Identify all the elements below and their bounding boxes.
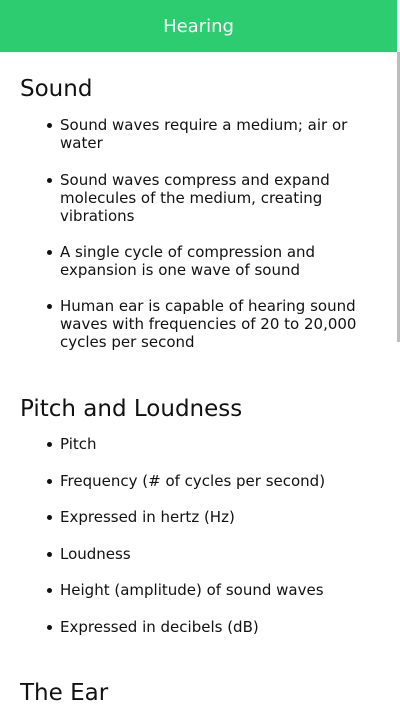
list-item bbox=[60, 297, 365, 351]
bullet-icon bbox=[47, 442, 52, 447]
list-item bbox=[60, 508, 365, 526]
list-item-text: Height (amplitude) of sound waves bbox=[60, 581, 324, 599]
list-item bbox=[60, 472, 365, 490]
list-item-text: Pitch bbox=[60, 435, 97, 453]
list-item bbox=[60, 581, 365, 599]
bullet-icon bbox=[47, 479, 52, 484]
section-title-the-ear: The Ear bbox=[20, 680, 109, 706]
section-title-pitch-loudness: Pitch and Loudness bbox=[20, 396, 243, 422]
list-item-text: Expressed in hertz (Hz) bbox=[60, 508, 235, 526]
list-item bbox=[60, 116, 365, 152]
app-bar bbox=[0, 0, 397, 52]
bullet-icon bbox=[47, 304, 52, 309]
list-item bbox=[60, 618, 365, 636]
list-item-text: Human ear is capable of hearing sound waves with frequencies of 20 to 20,000 cycles per second bbox=[60, 297, 357, 351]
bullet-icon bbox=[47, 515, 52, 520]
bullet-icon bbox=[47, 588, 52, 593]
bullet-icon bbox=[47, 552, 52, 557]
bullet-icon bbox=[47, 178, 52, 183]
list-item-text: Sound waves require a medium; air or water bbox=[60, 116, 348, 152]
bullet-icon bbox=[47, 123, 52, 128]
list-item-text: Expressed in decibels (dB) bbox=[60, 618, 259, 636]
bullet-icon bbox=[47, 625, 52, 630]
list-item-text: Frequency (# of cycles per second) bbox=[60, 472, 326, 490]
bullet-icon bbox=[47, 250, 52, 255]
list-item-text: A single cycle of compression and expansion is one wave of sound bbox=[60, 243, 316, 279]
list-item bbox=[60, 435, 365, 453]
list-item bbox=[60, 545, 365, 563]
list-item bbox=[60, 243, 365, 279]
app-title: Hearing bbox=[163, 15, 234, 37]
article-content bbox=[0, 52, 397, 710]
section-title-sound: Sound bbox=[20, 76, 93, 102]
list-item-text: Loudness bbox=[60, 545, 131, 563]
list-item bbox=[60, 171, 365, 225]
list-item-text: Sound waves compress and expand molecules of the medium, creating vibrations bbox=[60, 171, 330, 225]
